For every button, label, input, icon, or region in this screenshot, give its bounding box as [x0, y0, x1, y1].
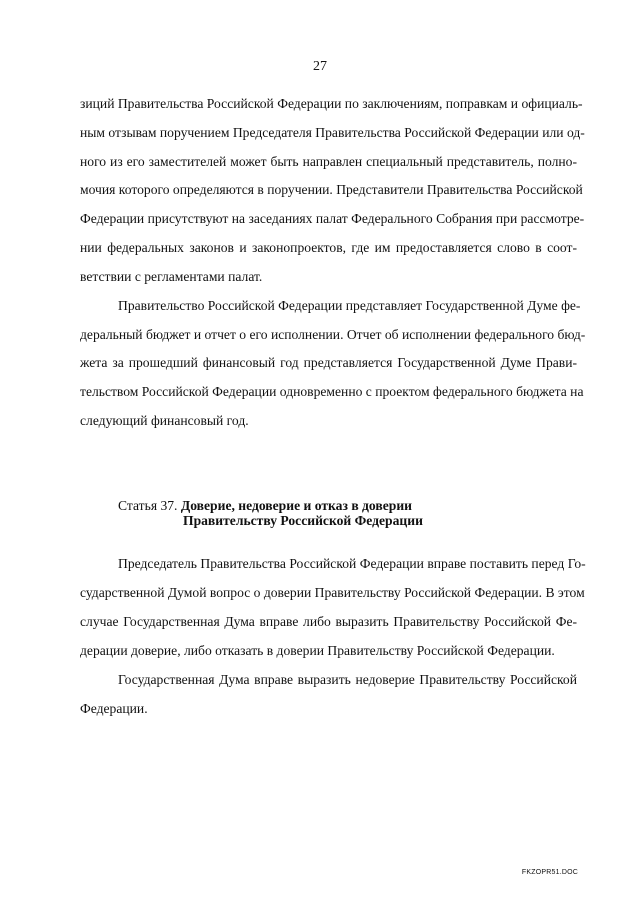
- text-line: ным отзывам поручением Председателя Правительства Российской Федерации или од-: [80, 125, 585, 140]
- article-title-line2: Правительству Российской Федерации: [183, 513, 423, 528]
- text-line: тельством Российской Федерации одновременно с проектом федерального бюджета на: [80, 384, 584, 399]
- article-heading: [118, 498, 423, 528]
- article-number: Статья 37.: [118, 498, 178, 513]
- text-line: мочия которого определяются в поручении. Представители Правительства Российской: [80, 182, 583, 197]
- text-line: зиций Правительства Российской Федерации по заключениям, поправкам и официаль-: [80, 96, 583, 111]
- text-line: Федерации присутствуют на заседаниях палат Федерального Собрания при рассмотре-: [80, 211, 585, 226]
- text-line: деральный бюджет и отчет о его исполнении. Отчет об исполнении федерального бюд-: [80, 327, 586, 342]
- text-line: жета за прошедший финансовый год представляется Государственной Думе Прави-: [80, 355, 577, 370]
- document-file-code: FKZOPR51.DOC: [521, 869, 578, 876]
- text-line: сударственной Думой вопрос о доверии Правительству Российской Федерации. В этом: [80, 585, 585, 600]
- text-line: Правительство Российской Федерации представляет Государственной Думе фе-: [118, 298, 581, 313]
- text-line: случае Государственная Дума вправе либо выразить Правительству Российской Фе-: [80, 614, 577, 629]
- text-line: нии федеральных законов и законопроектов, где им предоставляется слово в соот-: [80, 240, 577, 255]
- text-line: ветствии с регламентами палат.: [80, 269, 263, 284]
- text-line: ного из его заместителей может быть направлен специальный представитель, полно-: [80, 154, 577, 169]
- text-line: Федерации.: [80, 701, 148, 716]
- text-line: Государственная Дума вправе выразить недоверие Правительству Российской: [118, 672, 577, 687]
- page-number: 27: [313, 59, 327, 74]
- text-line: дерации доверие, либо отказать в доверии Правительству Российской Федерации.: [80, 643, 555, 658]
- text-line: следующий финансовый год.: [80, 413, 249, 428]
- text-line: Председатель Правительства Российской Федерации вправе поставить перед Го-: [118, 556, 586, 571]
- article-title-line1: Доверие, недоверие и отказ в доверии: [180, 498, 412, 513]
